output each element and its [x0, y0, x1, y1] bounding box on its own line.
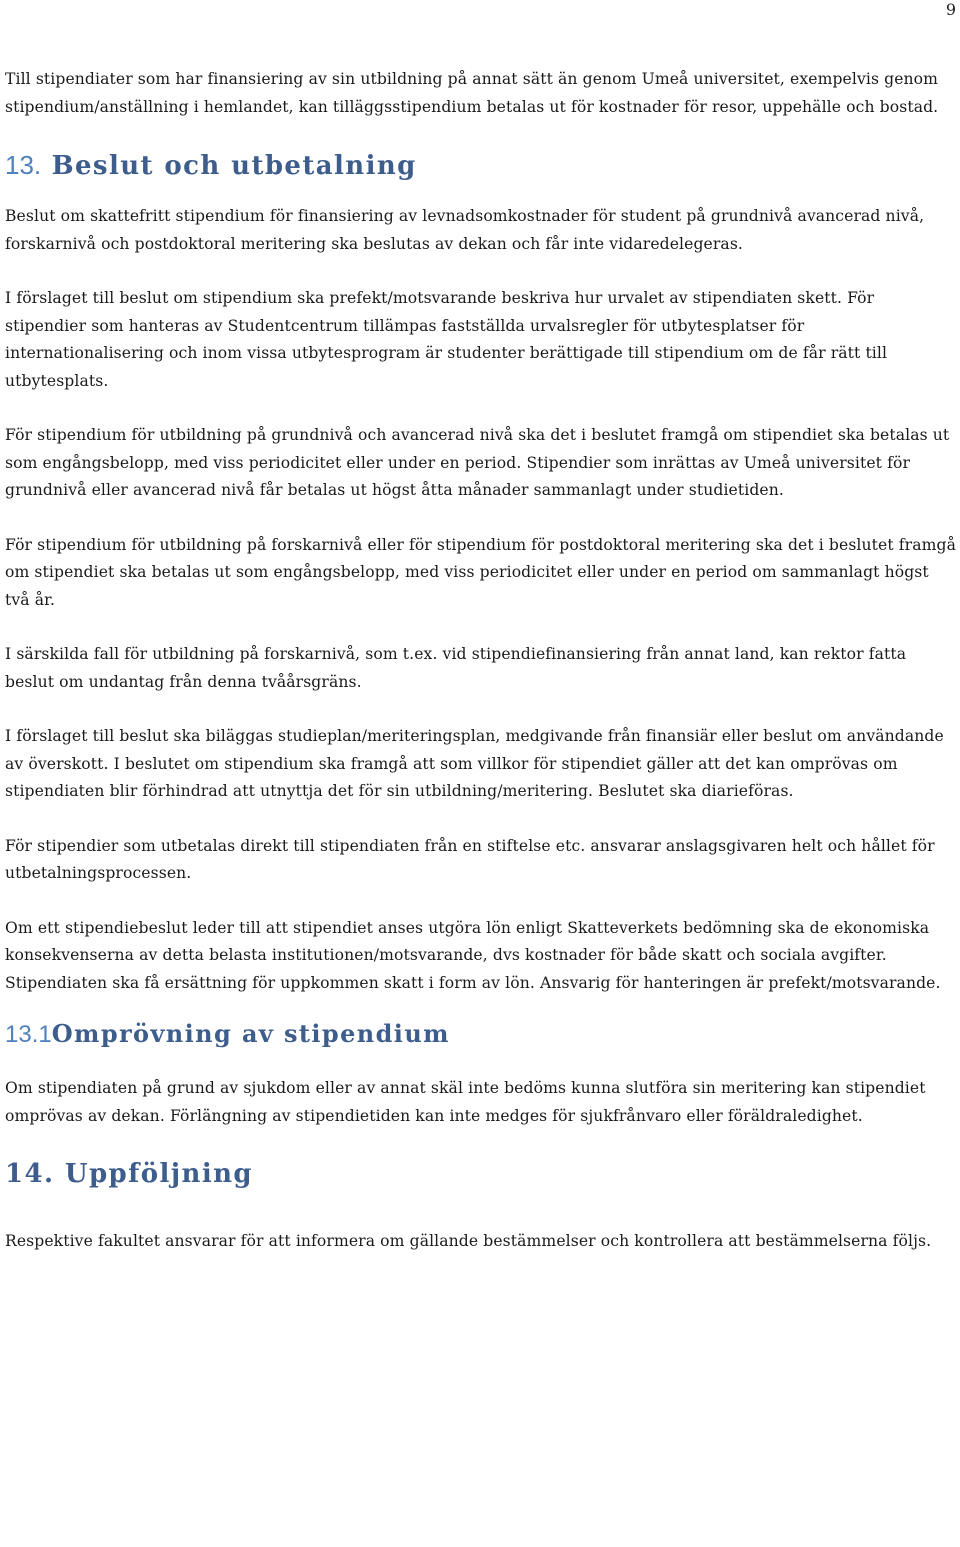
paragraph: För stipendium för utbildning på grundnivå och avancerad nivå ska det i beslutet framgå om stipendiet ska betalas ut som engångsbelopp, med viss periodicitet eller under en period. Stipendier som inrättas av Umeå universitet för grundnivå eller avancerad nivå får betalas ut högst åtta månader sammanlagt under studietiden.	[5, 426, 950, 499]
paragraph: I förslaget till beslut ska biläggas studieplan/meriteringsplan, medgivande från finansiär eller beslut om användande av överskott. I beslutet om stipendium ska framgå att som villkor för stipendiet gäller att det kan omprövas om stipendiaten blir förhindrad att utnyttja det för sin utbildning/meritering. Beslutet ska diarieföras.	[5, 727, 944, 800]
heading-section-13	[5, 148, 957, 183]
paragraph: Om stipendiaten på grund av sjukdom eller av annat skäl inte bedöms kunna slutföra sin meritering kan stipendiet omprövas av dekan. Förlängning av stipendietiden kan inte medges för sjukfrånvaro eller föräldraledighet.	[5, 1079, 926, 1125]
paragraph: I förslaget till beslut om stipendium ska prefekt/motsvarande beskriva hur urvalet av stipendiaten skett. För stipendier som hanteras av Studentcentrum tillämpas fastställda urvalsregler för utbytesplatser för internationalisering och inom vissa utbytesprogram är studenter berättigade till stipendium om de får rätt till utbytesplats.	[5, 289, 888, 390]
heading-number: 13.1	[5, 1021, 52, 1048]
heading-section-14	[5, 1157, 957, 1191]
heading-text: Beslut och utbetalning	[51, 151, 417, 181]
heading-text: Uppföljning	[64, 1159, 253, 1189]
heading-number: 14.	[5, 1159, 55, 1189]
heading-number: 13.	[5, 150, 42, 180]
document-body	[5, 66, 957, 1283]
heading-section-13-1	[5, 1018, 957, 1051]
paragraph: Om ett stipendiebeslut leder till att stipendiet anses utgöra lön enligt Skatteverkets bedömning ska de ekonomiska konsekvenserna av detta belasta institutionen/motsvarande, dvs kostnader för både skatt och sociala avgifter. Stipendiaten ska få ersättning för uppkommen skatt i form av lön. Ansvarig för hanteringen är prefekt/motsvarande.	[5, 918, 941, 992]
heading-text: Omprövning av stipendium	[51, 1019, 450, 1048]
paragraph: Beslut om skattefritt stipendium för finansiering av levnadsomkostnader för student på grundnivå avancerad nivå, forskarnivå och postdoktoral meritering ska beslutas av dekan och får inte vidaredelegeras.	[5, 207, 925, 253]
paragraph: För stipendium för utbildning på forskarnivå eller för stipendium för postdoktoral meritering ska det i beslutet framgå om stipendiet ska betalas ut som engångsbelopp, med viss periodicitet eller under en period om sammanlagt högst två år.	[5, 535, 956, 609]
paragraph: Respektive fakultet ansvarar för att informera om gällande bestämmelser och kontrollera att bestämmelserna följs.	[5, 1232, 932, 1250]
paragraph: I särskilda fall för utbildning på forskarnivå, som t.ex. vid stipendiefinansiering från annat land, kan rektor fatta beslut om undantag från denna tvåårsgräns.	[5, 645, 907, 691]
page-number: 9	[945, 0, 956, 19]
paragraph: För stipendier som utbetalas direkt till stipendiaten från en stiftelse etc. ansvarar anslagsgivaren helt och hållet för utbetalningsprocessen.	[5, 836, 935, 882]
paragraph-intro: Till stipendiater som har finansiering av sin utbildning på annat sätt än genom Umeå universitet, exempelvis genom stipendium/anställning i hemlandet, kan tilläggsstipendium betalas ut för kostnader för resor, uppehälle och bostad.	[5, 70, 939, 116]
